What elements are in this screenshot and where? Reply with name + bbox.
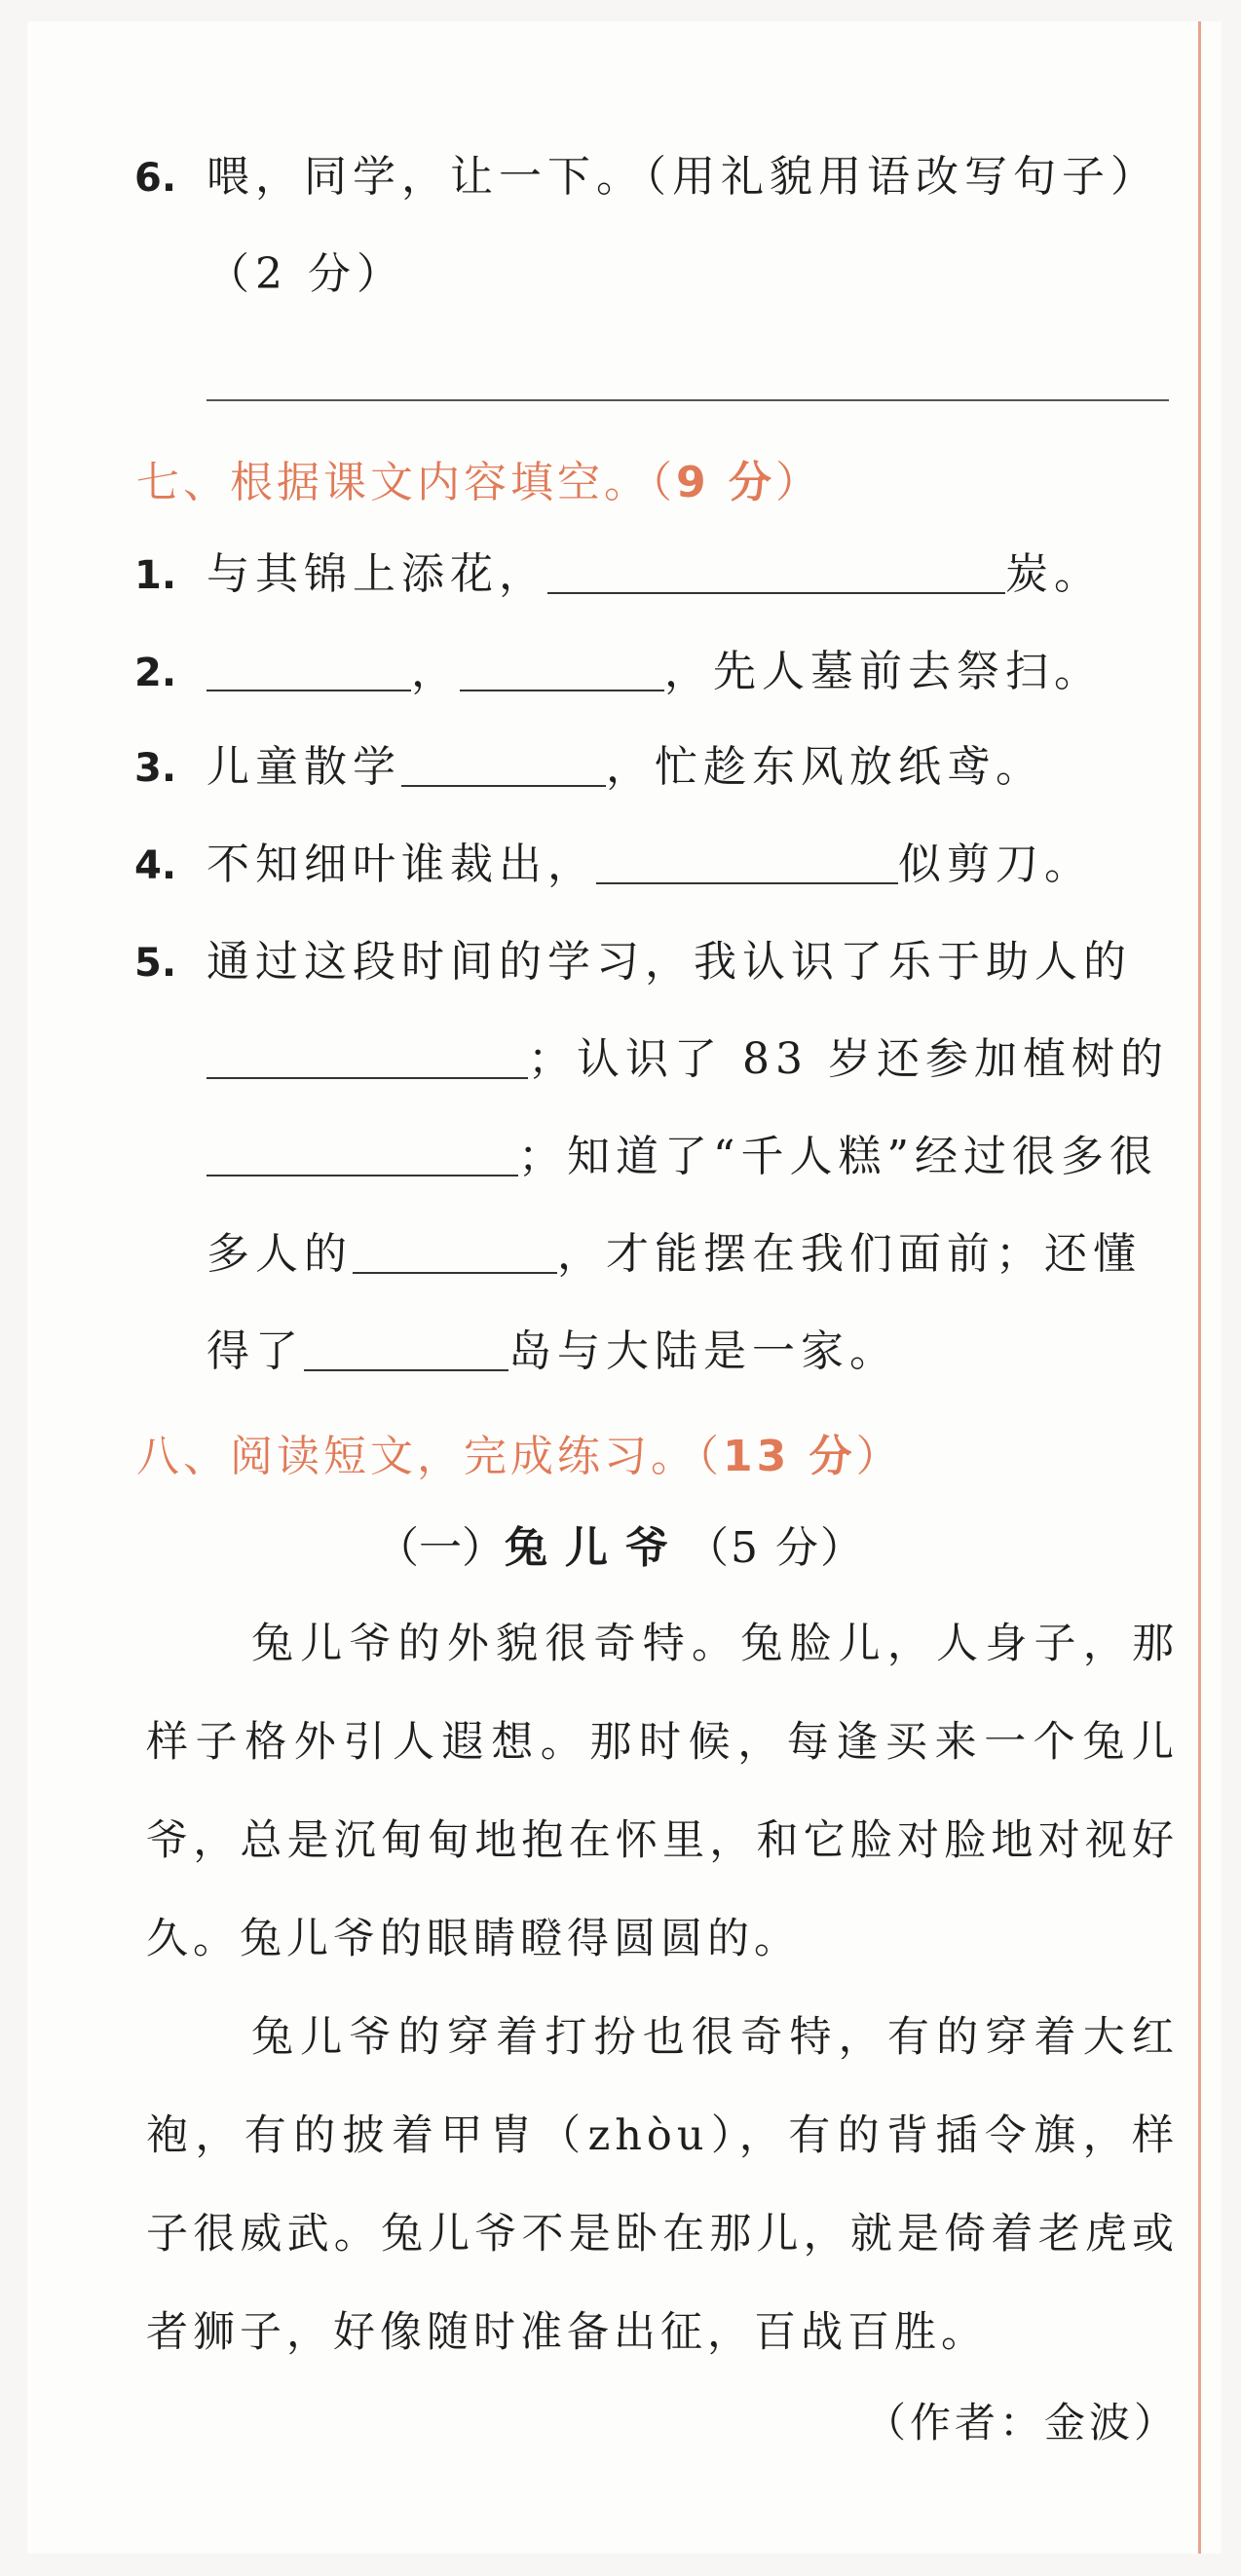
fill-blank[interactable] — [207, 647, 411, 691]
item-text: 与其锦上添花， — [207, 549, 547, 599]
passage-label: （一） — [376, 1523, 505, 1573]
fill-blank[interactable] — [207, 1132, 518, 1176]
answer-line[interactable] — [207, 399, 1169, 401]
fill-item-5-line-1 — [134, 933, 1241, 992]
fill-blank[interactable] — [304, 1326, 508, 1371]
question-text: 喂，同学，让一下。（用礼貌用语改写句子） — [207, 152, 1159, 202]
section-8-heading — [136, 1428, 903, 1486]
fill-item-5-line-4 — [207, 1225, 1241, 1284]
fill-blank[interactable] — [460, 647, 664, 691]
item-text: 儿童散学 — [207, 742, 401, 792]
question-number: 4. — [134, 843, 177, 888]
fill-item-5-line-2 — [207, 1030, 1241, 1089]
fill-item-5-line-5 — [207, 1323, 1241, 1381]
item-text: ；知道了“千人糕”经过很多很 — [518, 1132, 1158, 1181]
heading-score: 9 分 — [676, 458, 775, 507]
fill-item-3 — [134, 738, 1241, 798]
passage-paragraph-1: 兔儿爷的外貌很奇特。兔脸儿，人身子，那样子格外引人遐想。那时候，每逢买来一个兔儿爷，总是沉甸甸地抱在怀里，和它脸对脸地对视好久。兔儿爷的眼睛瞪得圆圆的。 — [146, 1620, 1179, 1963]
item-text: 似剪刀。 — [898, 840, 1093, 889]
passage-paragraph-2: 兔儿爷的穿着打扮也很奇特，有的穿着大红袍，有的披着甲胄（zhòu），有的背插令旗，样子很威武。兔儿爷不是卧在那儿，就是倚着老虎或者狮子，好像随时准备出征，百战百胜。 — [146, 2013, 1179, 2357]
heading-text: 八、阅读短文，完成练习。（ — [136, 1432, 723, 1481]
question-number: 3. — [134, 746, 177, 791]
item-text: ；认识了 83 岁还参加植树的 — [528, 1034, 1169, 1084]
heading-end: ） — [774, 458, 822, 507]
fill-blank[interactable] — [207, 1034, 528, 1079]
item-text: 通过这段时间的学习，我认识了乐于助人的 — [207, 937, 1132, 987]
margin-rule — [1198, 21, 1201, 2554]
question-number: 6. — [134, 156, 177, 201]
item-text: 多人的 — [207, 1229, 353, 1279]
heading-score: 13 分 — [723, 1432, 856, 1481]
passage-title-text: 兔儿爷 — [505, 1523, 686, 1573]
passage-title — [0, 1519, 1241, 1578]
item-text: ，才能摆在我们面前；还懂 — [557, 1229, 1142, 1279]
passage-score: （5 分） — [686, 1523, 865, 1573]
question-6-score — [207, 245, 1241, 304]
score-label: （2 分） — [207, 249, 405, 299]
question-number: 1. — [134, 553, 177, 598]
item-text: 得了 — [207, 1326, 304, 1376]
question-number: 5. — [134, 941, 177, 986]
question-6 — [134, 148, 1241, 207]
author-credit: （作者：金波） — [864, 2399, 1179, 2446]
item-text: ，忙趁东风放纸鸢。 — [606, 742, 1044, 792]
item-text: 不知细叶谁裁出， — [207, 840, 596, 889]
fill-item-2 — [134, 643, 1241, 702]
fill-item-4 — [134, 836, 1241, 895]
fill-blank[interactable] — [401, 742, 606, 787]
heading-end: ） — [855, 1432, 903, 1481]
fill-blank[interactable] — [547, 549, 1005, 594]
item-text: ， — [411, 647, 460, 696]
item-text: 炭。 — [1005, 549, 1103, 599]
fill-blank[interactable] — [353, 1229, 557, 1274]
fill-item-5-line-3 — [207, 1128, 1241, 1186]
fill-blank[interactable] — [596, 840, 898, 884]
heading-text: 七、根据课文内容填空。（ — [136, 458, 676, 507]
question-number: 2. — [134, 651, 177, 695]
item-text: 岛与大陆是一家。 — [508, 1326, 898, 1376]
fill-item-1 — [134, 545, 1241, 605]
section-7-heading — [136, 454, 822, 512]
item-text: ，先人墓前去祭扫。 — [664, 647, 1103, 696]
